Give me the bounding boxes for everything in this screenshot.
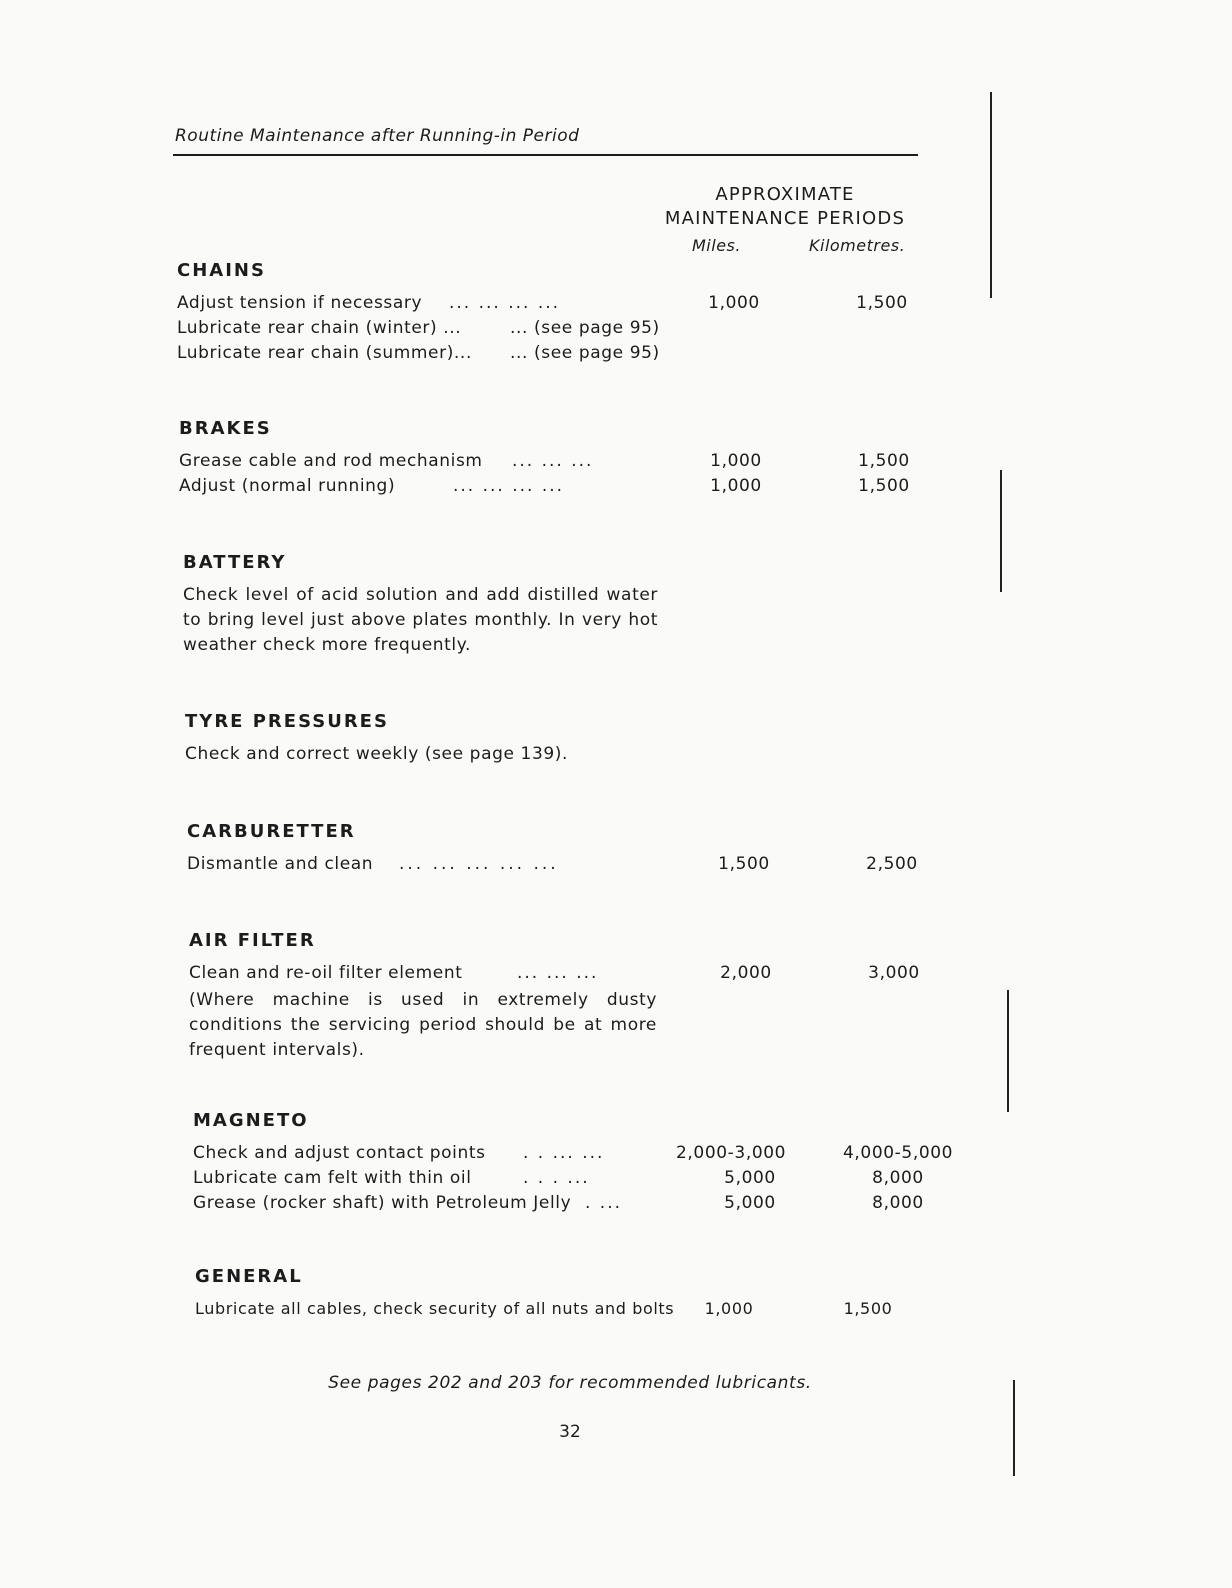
- column-heading-line2: MAINTENANCE PERIODS: [664, 208, 906, 229]
- row-miles: 1,000: [708, 293, 760, 313]
- table-row: [177, 318, 937, 343]
- row-label: Lubricate cam felt with thin oil: [193, 1168, 472, 1188]
- table-row: [179, 476, 939, 501]
- row-leader: ... ... ... ...: [449, 293, 561, 313]
- header-rule: [173, 154, 918, 156]
- table-row: [193, 1143, 953, 1168]
- row-label: Lubricate rear chain (winter) ...: [177, 318, 462, 338]
- section-magneto: [193, 1110, 953, 1218]
- tyre-pressures-text: Check and correct weekly (see page 139).: [185, 744, 569, 764]
- row-km: 8,000: [872, 1168, 924, 1188]
- scan-edge-line: [1013, 1380, 1015, 1476]
- scan-edge-line: [1000, 470, 1002, 592]
- row-label: Lubricate all cables, check security of all nuts and bolts: [195, 1299, 675, 1318]
- table-row: [177, 343, 937, 368]
- section-title: BATTERY: [183, 552, 287, 573]
- row-leader: . . ... ...: [523, 1143, 605, 1163]
- running-title: Routine Maintenance after Running-in Period: [175, 126, 580, 146]
- table-row: [193, 1168, 953, 1193]
- row-leader: . . . ...: [523, 1168, 590, 1188]
- table-row: [189, 963, 949, 988]
- row-leader: ... ... ... ... ...: [399, 854, 559, 874]
- battery-text: Check level of acid solution and add distilled water to bring level just above plates monthly. In very hot weather check more frequently.: [183, 585, 658, 655]
- row-km: 4,000-5,000: [843, 1143, 954, 1163]
- air-filter-note: (Where machine is used in extremely dusty conditions the servicing period should be at more frequent intervals).: [189, 990, 657, 1060]
- row-label: Grease (rocker shaft) with Petroleum Jelly: [193, 1193, 572, 1213]
- row-leader: ... (see page 95): [510, 318, 660, 338]
- row-km: 1,500: [858, 476, 910, 496]
- scan-edge-line: [1007, 990, 1009, 1112]
- row-label: Dismantle and clean: [187, 854, 374, 874]
- row-km: 2,500: [866, 854, 918, 874]
- section-title: MAGNETO: [193, 1110, 309, 1131]
- row-leader: ... ... ... ...: [453, 476, 565, 496]
- table-row: [179, 451, 939, 476]
- table-row: [187, 854, 947, 879]
- section-battery: [183, 552, 943, 658]
- row-label: Adjust tension if necessary: [177, 293, 423, 313]
- row-miles: 1,000: [704, 1299, 754, 1318]
- row-km: 3,000: [868, 963, 920, 983]
- row-leader: ... (see page 95): [510, 343, 660, 363]
- row-miles: 5,000: [724, 1193, 776, 1213]
- section-carburetter: [187, 821, 947, 879]
- row-miles: 2,000-3,000: [676, 1143, 787, 1163]
- row-leader: . ...: [585, 1193, 623, 1213]
- row-miles: 1,500: [718, 854, 770, 874]
- row-label: Lubricate rear chain (summer)...: [177, 343, 472, 363]
- section-general: [195, 1266, 955, 1324]
- row-miles: 5,000: [724, 1168, 776, 1188]
- page-number: 32: [559, 1422, 581, 1442]
- row-miles: 1,000: [710, 451, 762, 471]
- row-leader: ... ... ...: [517, 963, 599, 983]
- row-leader: ... ... ...: [512, 451, 594, 471]
- miles-column-label: Miles.: [692, 236, 741, 255]
- row-label: Adjust (normal running): [179, 476, 396, 496]
- row-km: 1,500: [843, 1299, 893, 1318]
- section-title: BRAKES: [179, 418, 272, 439]
- row-km: 1,500: [856, 293, 908, 313]
- lubricants-note: See pages 202 and 203 for recommended lubricants.: [328, 1373, 812, 1393]
- section-title: GENERAL: [195, 1266, 303, 1287]
- section-title: CARBURETTER: [187, 821, 356, 842]
- table-row: [177, 293, 937, 318]
- section-brakes: [179, 418, 939, 501]
- row-label: Grease cable and rod mechanism: [179, 451, 483, 471]
- row-miles: 2,000: [720, 963, 772, 983]
- section-title: CHAINS: [177, 260, 266, 281]
- section-title: AIR FILTER: [189, 930, 316, 951]
- scan-edge-line: [990, 92, 992, 298]
- section-chains: [177, 260, 937, 368]
- row-miles: 1,000: [710, 476, 762, 496]
- section-tyre-pressures: [185, 711, 945, 767]
- column-heading-line1: APPROXIMATE: [715, 184, 855, 205]
- table-row: [193, 1193, 953, 1218]
- section-air-filter: [189, 930, 949, 1063]
- km-column-label: Kilometres.: [809, 236, 906, 255]
- row-label: Check and adjust contact points: [193, 1143, 486, 1163]
- row-label: Clean and re-oil filter element: [189, 963, 463, 983]
- section-title: TYRE PRESSURES: [185, 711, 389, 732]
- row-km: 8,000: [872, 1193, 924, 1213]
- table-row: [195, 1299, 955, 1324]
- row-km: 1,500: [858, 451, 910, 471]
